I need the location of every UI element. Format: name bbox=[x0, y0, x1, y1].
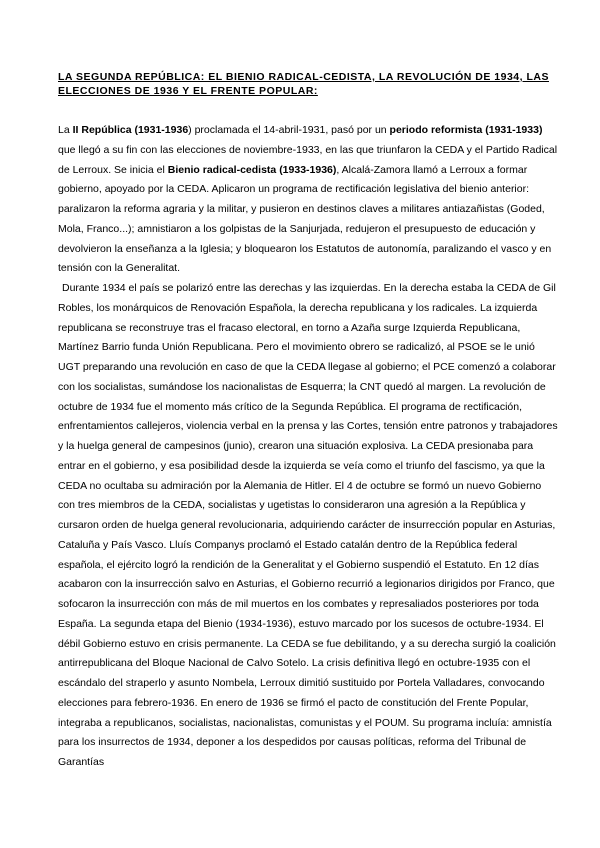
paragraph-intro bbox=[58, 121, 558, 279]
intro-text-4: , Alcalá-Zamora llamó a Lerroux a formar gobierno, apoyado por la CEDA. Aplicaron un programa de rectificación legislativa del bienio anterior: paralizaron la reforma agraria y la militar, y pusieron en destinos claves a militares antiazañistas (Goded, Mola, Franco...); amnistiaron a los golpistas de la Sanjurjada, redujeron el presupuesto de educación y devolvieron la enseñanza a la Iglesia; y bloquearon los Estatutos de autonomía, paralizando el vasco y en tensión con la Generalitat. bbox=[58, 163, 552, 275]
intro-text-3: que llegó a su fin con las elecciones de noviembre-1933, en las que triunfaron la CEDA y el Partido Radical de Lerroux. Se inicia el bbox=[58, 143, 558, 176]
document-title: LA SEGUNDA REPÚBLICA: EL BIENIO RADICAL-CEDISTA, LA REVOLUCIÓN DE 1934, LAS ELECCIONES DE 1936 Y EL FRENTE POPULAR: bbox=[58, 71, 549, 97]
intro-bold-bienio-radical-cedista: Bienio radical-cedista (1933-1936) bbox=[167, 163, 337, 176]
intro-bold-republica: II República (1931-1936 bbox=[72, 124, 189, 136]
document-body bbox=[58, 121, 558, 773]
paragraph-1934: Durante 1934 el país se polarizó entre las derechas y las izquierdas. En la derecha estaba la CEDA de Gil Robles, los monárquicos de Renovación Española, la derecha republicana y los radicales. La izquierda republicana se reconstruye tras el fracaso electoral, en torno a Azaña surge Izquierda Republicana, Martínez Barrio funda Unión Republicana. Pero el movimiento obrero se radicalizó, al PSOE se le unió UGT preparando una revolución en caso de que la CEDA llegase al gobierno; el PCE comenzó a colaborar con los socialistas, sumándose los nacionalistas de Esquerra; la CNT quedó al margen. La revolución de octubre de 1934 fue el momento más crítico de la Segunda República. El programa de rectificación, enfrentamientos callejeros, violencia verbal en la prensa y las Cortes, tensión entre patronos y trabajadores y la huelga general de campesinos (junio), crearon una situación explosiva. La CEDA presionaba para entrar en el gobierno, y esa posibilidad desde la izquierda se veía como el triunfo del fascismo, ya que la CEDA no ocultaba su admiración por la Alemania de Hitler. El 4 de octubre se formó un nuevo Gobierno con tres miembros de la CEDA, socialistas y ugetistas lo consideraron una agresión a la República y cursaron orden de huelga general revolucionaria, adquiriendo carácter de insurrección popular en Asturias, Cataluña y País Vasco. Lluís Companys proclamó el Estado catalán dentro de la República federal española, el ejército logró la rendición de la Generalitat y el Gobierno suspendió el Estatuto. En 12 días acabaron con la insurrección salvo en Asturias, el Gobierno recurrió a legionarios dirigidos por Franco, que sofocaron la insurrección con más de mil muertos en los combates y represaliados posteriores por toda España. La segunda etapa del Bienio (1934-1936), estuvo marcado por los sucesos de octubre-1934. El débil Gobierno estuvo en crisis permanente. La CEDA se fue debilitando, y a su derecha surgió la coalición antirrepublicana del Bloque Nacional de Calvo Sotelo. La crisis definitiva llegó en octubre-1935 con el escándalo del straperlo y asunto Nombela, Lerroux dimitió sustituido por Portela Valladares, convocando elecciones para febrero-1936. En enero de 1936 se firmó el pacto de constitución del Frente Popular, integraba a republicanos, socialistas, nacionalistas, comunistas y el POUM. Su programa incluía: amnistía para los insurrectos de 1934, deponer a los despedidos por causas políticas, reforma del Tribunal de Garantías bbox=[58, 282, 558, 768]
intro-text-2: ) proclamada el 14-abril-1931, pasó por un bbox=[188, 124, 390, 136]
intro-bold-periodo-reformista: periodo reformista (1931-1933) bbox=[389, 124, 543, 136]
intro-text-1: La bbox=[58, 124, 73, 136]
